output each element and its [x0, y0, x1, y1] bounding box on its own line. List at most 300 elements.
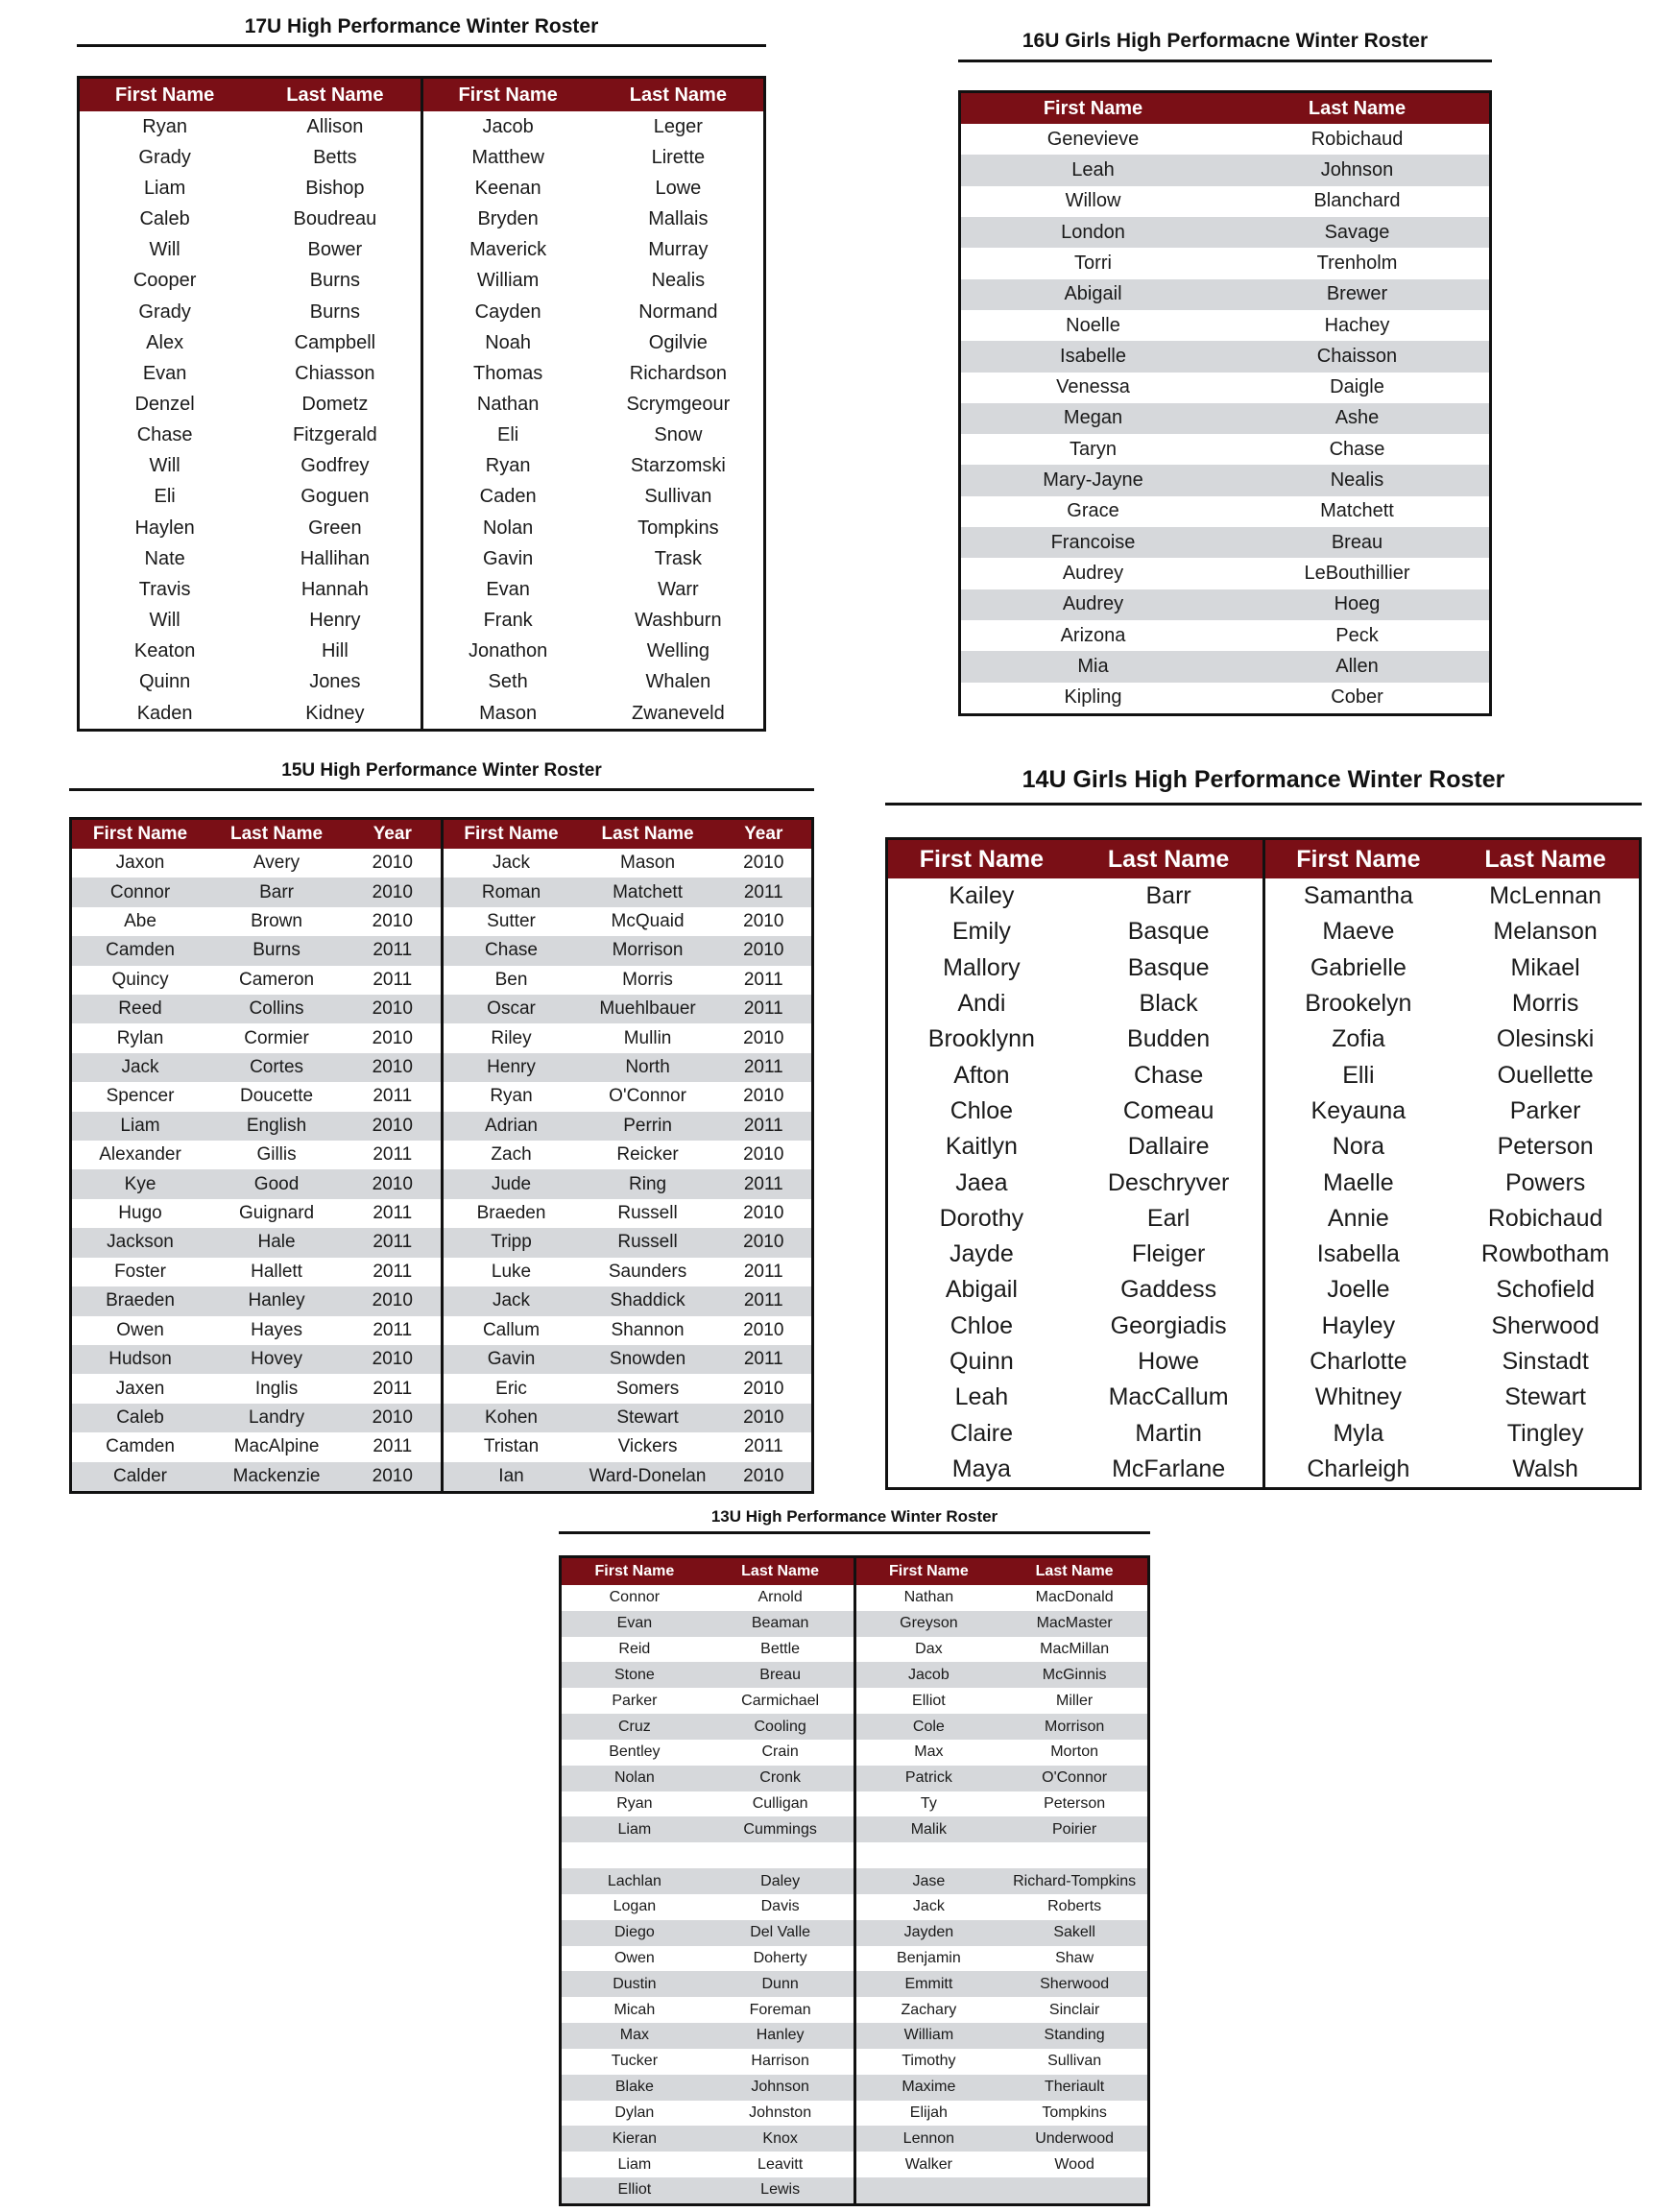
table-row — [423, 482, 764, 513]
table-row — [888, 986, 1262, 1022]
column-header: Last Name — [1308, 97, 1407, 119]
table-row — [562, 2101, 854, 2127]
first-name: Dorothy — [939, 1204, 1024, 1232]
first-name: Kaden — [136, 702, 193, 724]
last-name: Hill — [321, 640, 349, 662]
first-name: Jacob — [482, 115, 534, 137]
column-header: First Name — [919, 845, 1044, 873]
last-name: Leger — [653, 115, 703, 137]
first-name: Ian — [498, 1465, 524, 1486]
year: 2011 — [743, 1290, 783, 1311]
year: 2011 — [373, 1203, 413, 1224]
roster-15u-table — [69, 817, 814, 1494]
table-row — [856, 1740, 1148, 1766]
last-name: Burns — [309, 301, 360, 323]
last-name: Daigle — [1330, 376, 1384, 398]
last-name: English — [246, 1115, 307, 1136]
table-row — [1265, 1309, 1640, 1344]
first-name: Maya — [951, 1455, 1011, 1482]
last-name: Nealis — [651, 270, 706, 292]
first-name: Maelle — [1323, 1168, 1394, 1196]
table-row — [961, 496, 1489, 527]
last-name: Schofield — [1496, 1276, 1596, 1304]
roster-16u-title: 16U Girls High Performacne Winter Roster — [1022, 30, 1429, 52]
first-name: Keaton — [133, 640, 196, 662]
last-name: Starzomski — [630, 455, 726, 477]
table-row — [1265, 1344, 1640, 1380]
last-name: Zwaneveld — [632, 702, 725, 724]
table-row — [888, 1237, 1262, 1272]
last-name: Morris — [1511, 990, 1579, 1018]
column-header: Last Name — [601, 824, 694, 844]
table-row — [888, 914, 1262, 950]
table-row — [562, 1816, 854, 1842]
year: 2010 — [372, 911, 413, 932]
table-row — [444, 849, 812, 878]
table-row — [444, 1258, 812, 1286]
table-row — [961, 403, 1489, 434]
first-name: Alex — [146, 331, 184, 353]
year: 2010 — [372, 1465, 413, 1486]
table-row — [80, 637, 421, 667]
first-name: William — [903, 2027, 954, 2044]
table-row — [80, 142, 421, 173]
table-row — [72, 1316, 441, 1345]
first-name: Venessa — [1056, 376, 1130, 398]
table-row — [888, 1201, 1262, 1237]
column-header: Last Name — [629, 84, 727, 106]
table-row — [72, 849, 441, 878]
first-name: Reid — [618, 1641, 651, 1658]
first-name: Gavin — [487, 1349, 536, 1370]
first-name: Hudson — [108, 1349, 172, 1370]
first-name: Will — [149, 239, 180, 261]
last-name: Culligan — [752, 1795, 808, 1813]
column-header: Year — [373, 824, 412, 844]
last-name: Powers — [1504, 1168, 1586, 1196]
table-row — [423, 667, 764, 698]
first-name: Eric — [495, 1378, 527, 1399]
first-name: Liam — [617, 1820, 652, 1838]
year: 2010 — [743, 1027, 784, 1048]
first-name: Nathan — [903, 1589, 954, 1606]
year: 2010 — [743, 1319, 784, 1340]
table-row — [444, 1082, 812, 1111]
first-name: Jack — [912, 1898, 945, 1915]
table-row — [423, 543, 764, 574]
first-name: Isabelle — [1060, 345, 1126, 367]
first-name: Liam — [120, 1115, 160, 1136]
first-name: Leah — [1071, 158, 1115, 180]
last-name: Budden — [1127, 1025, 1211, 1053]
first-name: Parker — [612, 1692, 658, 1709]
first-name: Nolan — [613, 1769, 655, 1787]
r13-right-column-group — [854, 1558, 1148, 2203]
last-name: Foreman — [749, 2001, 811, 2018]
last-name: Stewart — [1504, 1383, 1586, 1411]
table-row — [423, 111, 764, 142]
first-name: Cole — [912, 1718, 945, 1735]
first-name: Will — [149, 610, 180, 632]
table-row — [423, 358, 764, 389]
year: 2011 — [743, 1261, 783, 1282]
year: 2011 — [373, 1086, 413, 1107]
table-row — [444, 1462, 812, 1491]
table-row — [961, 620, 1489, 651]
table-row — [888, 1344, 1262, 1380]
first-name: Quinn — [950, 1348, 1014, 1375]
roster-14u-table — [885, 837, 1642, 1490]
first-name: Ben — [494, 969, 528, 990]
first-name: Alexander — [99, 1144, 181, 1166]
last-name: Washburn — [635, 610, 722, 632]
first-name: Jaxen — [115, 1378, 165, 1399]
table-header — [856, 1558, 1148, 1585]
column-header: First Name — [889, 1563, 969, 1579]
table-row — [444, 1023, 812, 1052]
first-name: Logan — [613, 1898, 657, 1915]
table-row — [423, 142, 764, 173]
r16-main-column-group — [961, 93, 1489, 713]
table-header — [562, 1558, 854, 1585]
year: 2011 — [743, 1349, 783, 1370]
year: 2011 — [373, 1436, 413, 1457]
table-row — [961, 186, 1489, 217]
first-name: Keyauna — [1310, 1096, 1407, 1124]
year: 2010 — [372, 1290, 413, 1311]
year: 2010 — [743, 1232, 784, 1253]
table-row — [80, 358, 421, 389]
last-name: Knox — [762, 2129, 798, 2147]
last-name: Russell — [617, 1203, 678, 1224]
last-name: Hanley — [248, 1290, 305, 1311]
first-name: Ryan — [142, 115, 187, 137]
table-row — [80, 173, 421, 204]
column-header: First Name — [114, 84, 215, 106]
table-row — [72, 1141, 441, 1169]
first-name: Adrian — [485, 1115, 538, 1136]
first-name: Afton — [953, 1061, 1010, 1089]
last-name: Brown — [251, 911, 302, 932]
table-row — [72, 1374, 441, 1403]
last-name: Ouellette — [1497, 1061, 1594, 1089]
first-name: Lennon — [902, 2129, 955, 2147]
last-name: Cameron — [238, 969, 315, 990]
first-name: Grady — [138, 146, 191, 168]
table-row — [80, 111, 421, 142]
last-name: Sherwood — [1491, 1311, 1599, 1339]
table-row — [72, 995, 441, 1023]
last-name: Campbell — [294, 331, 376, 353]
last-name: Mason — [620, 853, 676, 874]
year: 2010 — [372, 1173, 413, 1194]
roster-13u-table — [559, 1555, 1150, 2206]
first-name: Camden — [106, 940, 175, 961]
last-name: Daley — [760, 1872, 801, 1889]
table-row — [1265, 1415, 1640, 1451]
year: 2010 — [372, 1349, 413, 1370]
table-row — [444, 1141, 812, 1169]
first-name: Andi — [957, 990, 1006, 1018]
first-name: Kieran — [612, 2129, 657, 2147]
last-name: Hallett — [251, 1261, 302, 1282]
table-row — [562, 1611, 854, 1637]
table-row — [444, 907, 812, 936]
table-row — [856, 1894, 1148, 1920]
last-name: Doherty — [753, 1950, 807, 1966]
last-name: Bishop — [305, 177, 365, 199]
column-header: Last Name — [741, 1563, 820, 1579]
last-name: Robichaud — [1310, 128, 1404, 150]
column-header: First Name — [1296, 845, 1421, 873]
table-row — [961, 589, 1489, 620]
table-row — [961, 465, 1489, 495]
last-name: Hanley — [756, 2027, 805, 2044]
first-name: Zach — [491, 1144, 532, 1166]
last-name: Arnold — [757, 1589, 803, 1606]
table-row — [72, 907, 441, 936]
first-name: Ryan — [485, 455, 531, 477]
table-row — [856, 1637, 1148, 1663]
last-name: Fleiger — [1131, 1240, 1206, 1268]
column-header: First Name — [1043, 97, 1143, 119]
first-name: Charlotte — [1310, 1348, 1407, 1375]
roster-14u-title: 14U Girls High Performance Winter Roster — [1022, 766, 1505, 793]
table-row — [961, 217, 1489, 248]
first-name: Abe — [124, 911, 156, 932]
last-name: Robichaud — [1487, 1204, 1603, 1232]
first-name: Nora — [1332, 1133, 1384, 1161]
first-name: Elli — [1342, 1061, 1375, 1089]
table-row — [562, 1766, 854, 1791]
table-row — [961, 651, 1489, 682]
first-name: Haylen — [134, 517, 195, 539]
first-name: Emily — [951, 918, 1011, 946]
last-name: Bower — [307, 239, 363, 261]
last-name: Green — [308, 517, 362, 539]
table-row — [80, 543, 421, 574]
title-rule — [559, 1531, 1150, 1534]
first-name: Jack — [492, 853, 531, 874]
first-name: Kye — [124, 1173, 156, 1194]
last-name: Murray — [648, 239, 709, 261]
last-name: Wood — [1054, 2155, 1094, 2173]
first-name: Kipling — [1064, 686, 1122, 709]
first-name: Whitney — [1314, 1383, 1403, 1411]
table-row — [444, 1316, 812, 1345]
last-name: Goguen — [301, 486, 370, 508]
table-row — [80, 297, 421, 327]
table-row — [80, 327, 421, 358]
column-header: Year — [744, 824, 783, 844]
table-row — [562, 2049, 854, 2075]
last-name: Breau — [1331, 531, 1383, 553]
first-name: Francoise — [1050, 531, 1136, 553]
table-row — [562, 2177, 854, 2203]
last-name: Tompkins — [1042, 2104, 1107, 2121]
table-row — [856, 1971, 1148, 1997]
year: 2011 — [373, 969, 413, 990]
table-row — [72, 1228, 441, 1257]
year: 2010 — [743, 1144, 784, 1166]
r15-left-column-group — [72, 820, 441, 1491]
last-name: Olesinski — [1496, 1025, 1595, 1053]
first-name: Jackson — [107, 1232, 174, 1253]
table-row — [72, 878, 441, 906]
year: 2010 — [372, 881, 413, 902]
table-row — [562, 2126, 854, 2152]
first-name: Cayden — [474, 301, 541, 323]
last-name: Shaw — [1055, 1950, 1094, 1966]
year: 2011 — [743, 1436, 783, 1457]
table-row — [888, 1057, 1262, 1093]
first-name: Leah — [954, 1383, 1009, 1411]
year: 2011 — [373, 940, 413, 961]
column-header: First Name — [92, 824, 188, 844]
first-name: Owen — [116, 1319, 164, 1340]
last-name: Hallihan — [300, 547, 370, 569]
table-row — [562, 1946, 854, 1972]
last-name: Normand — [638, 301, 718, 323]
table-header — [72, 820, 441, 849]
last-name: Somers — [615, 1378, 680, 1399]
first-name: Noelle — [1066, 314, 1120, 336]
first-name: Maeve — [1322, 918, 1395, 946]
year: 2010 — [372, 998, 413, 1020]
table-row — [72, 1112, 441, 1141]
last-name: Lewis — [760, 2181, 801, 2199]
table-row — [423, 451, 764, 482]
table-row — [1265, 1201, 1640, 1237]
table-row — [961, 310, 1489, 341]
last-name: McFarlane — [1112, 1455, 1226, 1482]
first-name: Travis — [138, 578, 191, 600]
last-name: MacDonald — [1035, 1589, 1114, 1606]
table-row — [856, 1842, 1148, 1868]
last-name: Barr — [1145, 882, 1191, 910]
table-row — [1265, 1272, 1640, 1308]
table-row — [444, 1112, 812, 1141]
last-name: Hannah — [301, 578, 369, 600]
table-row — [444, 1053, 812, 1082]
last-name: North — [625, 1057, 670, 1078]
table-row — [562, 2023, 854, 2049]
column-header: First Name — [458, 84, 558, 106]
first-name: Owen — [613, 1950, 655, 1966]
first-name: Caleb — [139, 208, 190, 230]
last-name: Shannon — [611, 1319, 685, 1340]
last-name: Hayes — [251, 1319, 302, 1340]
table-row — [856, 2152, 1148, 2177]
last-name: LeBouthillier — [1304, 563, 1410, 585]
last-name: Black — [1139, 990, 1198, 1018]
last-name: Mikael — [1510, 953, 1580, 981]
first-name: Denzel — [134, 393, 195, 415]
first-name: Quincy — [111, 969, 169, 990]
first-name: Chase — [485, 940, 538, 961]
first-name: Reed — [118, 998, 162, 1020]
last-name: Tompkins — [637, 517, 719, 539]
last-name: Theriault — [1045, 2079, 1105, 2096]
first-name: Samantha — [1303, 882, 1413, 910]
last-name: Cortes — [250, 1057, 304, 1078]
first-name: Riley — [491, 1027, 532, 1048]
year: 2011 — [373, 1232, 413, 1253]
last-name: Underwood — [1035, 2129, 1115, 2147]
table-row — [423, 297, 764, 327]
first-name: Torri — [1074, 252, 1112, 274]
table-row — [423, 204, 764, 234]
first-name: Mary-Jayne — [1043, 469, 1143, 492]
first-name: Elliot — [617, 2181, 652, 2199]
first-name: Will — [149, 455, 180, 477]
last-name: MacMaster — [1036, 1615, 1113, 1632]
last-name: Comeau — [1122, 1096, 1214, 1124]
table-row — [80, 451, 421, 482]
column-header: Last Name — [286, 84, 384, 106]
first-name: Callum — [482, 1319, 541, 1340]
table-row — [562, 1714, 854, 1740]
year: 2010 — [372, 1407, 413, 1428]
table-row — [562, 2152, 854, 2177]
first-name: Benjamin — [897, 1950, 961, 1966]
last-name: Gillis — [256, 1144, 297, 1166]
table-row — [1265, 950, 1640, 986]
first-name: Connor — [109, 881, 171, 902]
table-row — [1265, 986, 1640, 1022]
year: 2010 — [743, 1465, 784, 1486]
r17-right-column-group — [421, 79, 764, 729]
first-name: Greyson — [900, 1615, 958, 1632]
table-row — [80, 266, 421, 297]
year: 2010 — [743, 911, 784, 932]
first-name: Kailey — [949, 882, 1015, 910]
last-name: Tingley — [1506, 1419, 1584, 1447]
first-name: Dustin — [613, 1975, 657, 1992]
last-name: Cooling — [754, 1718, 806, 1735]
table-row — [888, 1452, 1262, 1487]
last-name: Chase — [1133, 1061, 1204, 1089]
year: 2011 — [373, 1144, 413, 1166]
last-name: Bettle — [760, 1641, 801, 1658]
first-name: Evan — [616, 1615, 653, 1632]
table-row — [80, 574, 421, 605]
last-name: Burns — [252, 940, 301, 961]
last-name: Basque — [1127, 953, 1210, 981]
last-name: Sinclair — [1048, 2001, 1100, 2018]
first-name: Chloe — [950, 1096, 1014, 1124]
roster-16u-table — [958, 90, 1492, 716]
roster-15u-title: 15U High Performance Winter Roster — [281, 760, 602, 781]
title-rule — [69, 788, 814, 791]
table-row — [961, 124, 1489, 155]
table-row — [444, 1228, 812, 1257]
first-name: Max — [619, 2027, 649, 2044]
table-row — [72, 1082, 441, 1111]
last-name: Peterson — [1044, 1795, 1106, 1813]
last-name: Basque — [1127, 918, 1210, 946]
year: 2010 — [372, 1115, 413, 1136]
table-row — [856, 1766, 1148, 1791]
table-row — [423, 513, 764, 543]
first-name: Jaea — [955, 1168, 1008, 1196]
last-name: Landry — [248, 1407, 305, 1428]
first-name: Jaxon — [115, 853, 165, 874]
table-row — [856, 2023, 1148, 2049]
table-row — [72, 1053, 441, 1082]
first-name: Dax — [915, 1641, 943, 1658]
table-row — [562, 1585, 854, 1611]
